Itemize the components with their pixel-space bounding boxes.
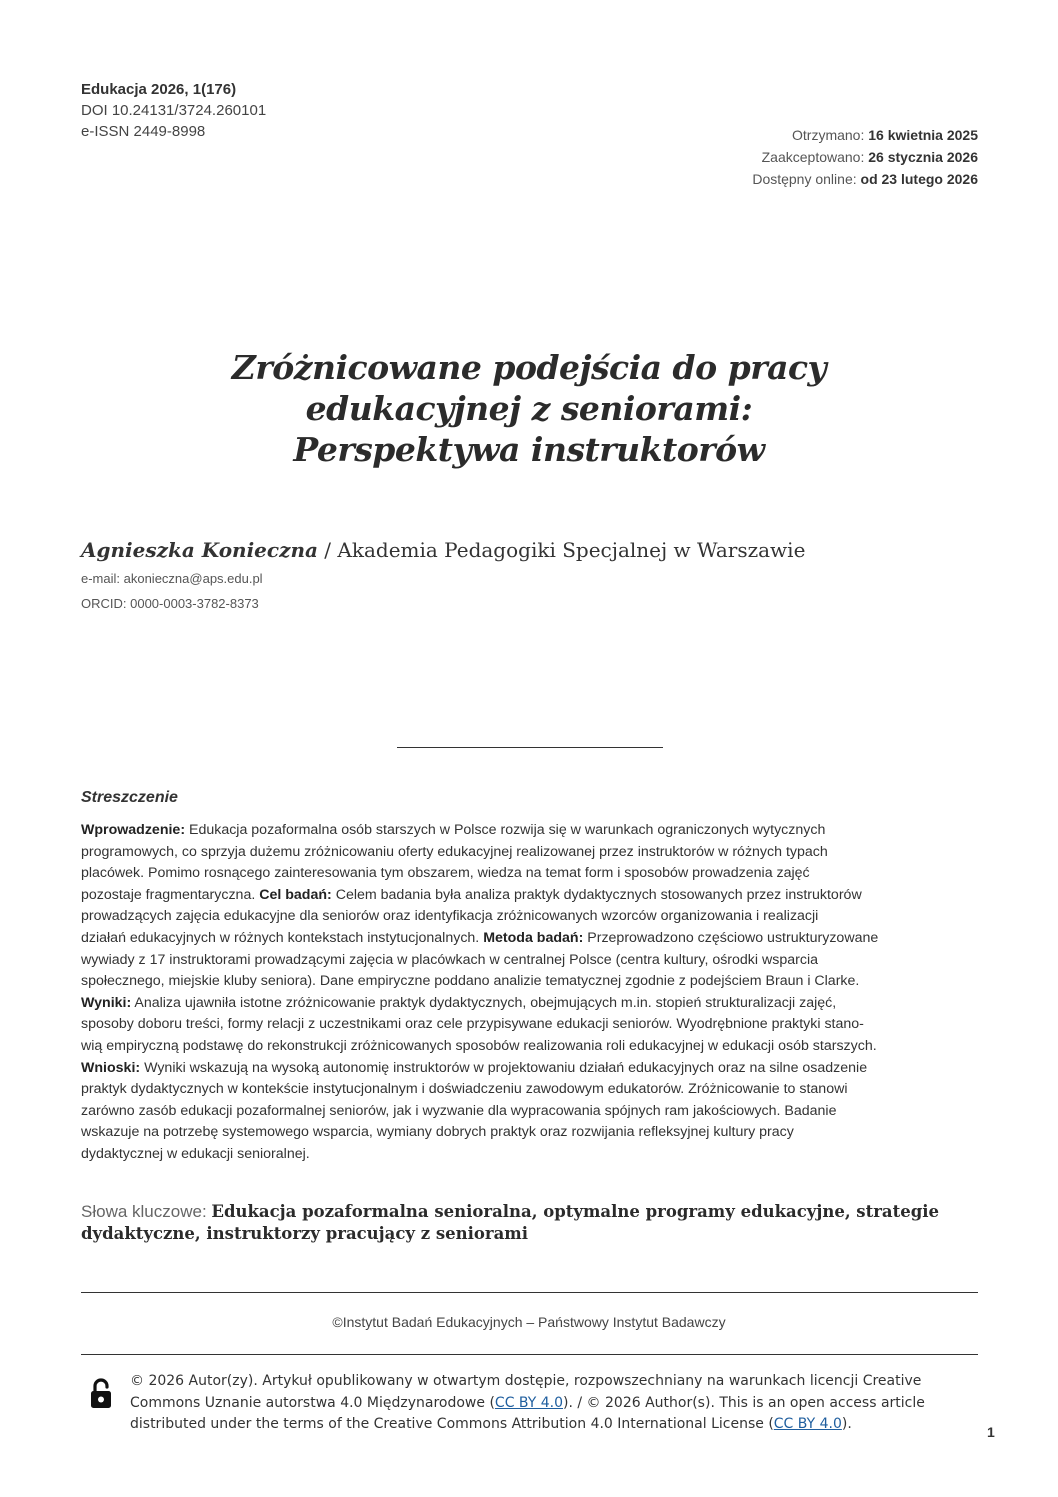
abstract-section-label: Wnioski: (81, 1059, 141, 1076)
author-affiliation: Akademia Pedagogiki Specjalnej w Warszawie (337, 538, 806, 562)
abstract-line (81, 842, 978, 864)
license-line (130, 1371, 980, 1393)
journal-info (81, 79, 266, 142)
received-date (752, 124, 978, 146)
abstract-line (81, 820, 978, 842)
author-email[interactable]: e-mail: akonieczna@aps.edu.pl (81, 571, 263, 586)
abstract-text: placówek. Pomimo rosnącego zainteresowania tym obszarem, wiedza na temat form i sposobów prowadzenia zajęć (81, 865, 810, 882)
abstract-line (81, 885, 978, 907)
abstract-text: programowych, co sprzyja dużemu zróżnicowaniu oferty edukacyjnej realizowanej przez instruktorów w różnych typach (81, 843, 828, 860)
abstract-line (81, 993, 978, 1015)
license-text: ). / © 2026 Author(s). This is an open access article (563, 1394, 925, 1411)
license-text: distributed under the terms of the Creative Commons Attribution 4.0 International License ( (130, 1416, 774, 1433)
abstract-text: Wyniki wskazują na wysoką autonomię instruktorów w projektowaniu działań edukacyjnych oraz na silne osadzenie (140, 1059, 868, 1076)
abstract-line (81, 1014, 978, 1036)
keywords (81, 1201, 981, 1245)
abstract-text: Przeprowadzono częściowo ustrukturyzowane (583, 929, 879, 946)
footer-divider-bottom (81, 1354, 978, 1355)
abstract-line (81, 1036, 978, 1058)
abstract-text: sposoby doboru treści, formy relacji z uczestnikami oraz cele przypisywane edukacji seniorów. Wyodrębnione praktyki stano- (81, 1016, 864, 1033)
license-text: ). (841, 1416, 852, 1433)
abstract-text: wią empiryczną podstawę do rekonstrukcji zróżnicowanych sposobów realizowania roli edukacyjnej w edukacji osób starszych. (81, 1037, 877, 1054)
accepted-date (752, 146, 978, 168)
abstract-text: zarówno zasób edukacji pozaformalnej seniorów, jak i wyzwanie dla wypracowania spójnych ram jakościowych. Badanie (81, 1102, 837, 1119)
keywords-value: Edukacja pozaformalna senioralna, optymalne programy edukacyjne, strategie (211, 1202, 940, 1221)
abstract-heading: Streszczenie (81, 789, 178, 806)
license-text: Commons Uznanie autorstwa 4.0 Międzynarodowe ( (130, 1394, 495, 1411)
abstract-line (81, 1101, 978, 1123)
footer-divider-top (81, 1292, 978, 1293)
license-link[interactable]: CC BY 4.0 (773, 1416, 842, 1433)
abstract-line (81, 928, 978, 950)
license-text (130, 1371, 980, 1436)
journal-doi: DOI 10.24131/3724.260101 (81, 102, 267, 119)
online-date (752, 168, 978, 190)
abstract-text: Celem badania była analiza praktyk dydaktycznych stosowanych przez instruktorów (331, 886, 862, 903)
abstract-text: Edukacja pozaformalna osób starszych w Polsce rozwija się w warunkach ograniczonych wytycznych (185, 822, 826, 838)
article-title (0, 347, 1058, 470)
received-label: Otrzymano: (792, 127, 869, 143)
abstract-text: działań edukacyjnych w różnych kontekstach instytucjonalnych. (81, 929, 484, 946)
abstract-text: wskazuje na potrzebę systemowego wsparcia, wymiany dobrych praktyk oraz rozwijania refleksyjnej kultury pracy (81, 1124, 794, 1141)
abstract-text: Analiza ujawniła istotne zróżnicowanie praktyk dydaktycznych, obejmujących m.in. stopień strukturalizacji zajęć, (131, 994, 837, 1011)
abstract-text: praktyk dydaktycznych w kontekście instytucjonalnym i doświadczeniu zawodowym edukatorów. Zróżnicowanie to stanowi (81, 1081, 848, 1098)
journal-issn: e-ISSN 2449-8998 (81, 123, 206, 140)
abstract-text: społecznego, miejskie kluby seniora). Dane empiryczne poddano analizie tematycznej zgodnie z podejściem Braun i Clarke. (81, 973, 860, 990)
title-line: Zróżnicowane podejścia do pracy (231, 348, 827, 387)
online-value: od 23 lutego 2026 (860, 171, 978, 187)
author-orcid[interactable]: ORCID: 0000-0003-3782-8373 (81, 596, 259, 611)
abstract-section-label: Metoda badań: (483, 929, 584, 946)
abstract-line (81, 906, 978, 928)
page-number: 1 (987, 1424, 995, 1440)
abstract-line (81, 971, 978, 993)
author-line (81, 538, 805, 562)
license-line (130, 1393, 980, 1415)
online-label: Dostępny online: (752, 171, 861, 187)
abstract-line (81, 863, 978, 885)
institute-copyright: ©Instytut Badań Edukacyjnych – Państwowy Instytut Badawczy (332, 1314, 726, 1330)
keywords-value: dydaktyczne, instruktorzy pracujący z seniorami (81, 1224, 528, 1243)
open-access-lock-icon (90, 1377, 112, 1409)
abstract-text: wywiady z 17 instruktorami prowadzącymi zajęcia w placówkach w centralnej Polsce (centra kultury, ośrodki wsparcia (81, 951, 818, 968)
abstract-text: pozostaje fragmentaryczna. (81, 886, 260, 903)
abstract-section-label: Wyniki: (81, 994, 132, 1011)
publication-dates (752, 124, 978, 190)
author-separator: / (317, 538, 338, 562)
accepted-value: 26 stycznia 2026 (868, 149, 978, 165)
title-divider (397, 747, 663, 748)
abstract-line (81, 1144, 978, 1166)
abstract-line (81, 1058, 978, 1080)
abstract-line (81, 950, 978, 972)
abstract-text: prowadzących zajęcia edukacyjne dla seniorów oraz identyfikacja zróżnicowanych wzorców organizowania i realizacji (81, 908, 819, 925)
received-value: 16 kwietnia 2025 (868, 127, 978, 143)
license-line (130, 1414, 980, 1436)
accepted-label: Zaakceptowano: (761, 149, 869, 165)
abstract-section-label: Wprowadzenie: (81, 822, 186, 838)
keywords-label: Słowa kluczowe: (81, 1202, 212, 1221)
title-line: Perspektywa instruktorów (293, 430, 765, 469)
abstract-text: dydaktycznej w edukacji senioralnej. (81, 1145, 310, 1162)
author-name: Agnieszka Konieczna (81, 538, 318, 562)
license-link[interactable]: CC BY 4.0 (494, 1394, 564, 1411)
license-text: © 2026 Autor(zy). Artykuł opublikowany w otwartym dostępie, rozpowszechniany na warunkach licencji Creative (130, 1373, 922, 1389)
abstract-line (81, 1122, 978, 1144)
abstract-line (81, 1079, 978, 1101)
abstract-body (81, 820, 978, 1166)
journal-name: Edukacja 2026, 1(176) (81, 81, 237, 98)
abstract-section-label: Cel badań: (259, 886, 332, 903)
title-line: edukacyjnej z seniorami: (305, 389, 753, 428)
